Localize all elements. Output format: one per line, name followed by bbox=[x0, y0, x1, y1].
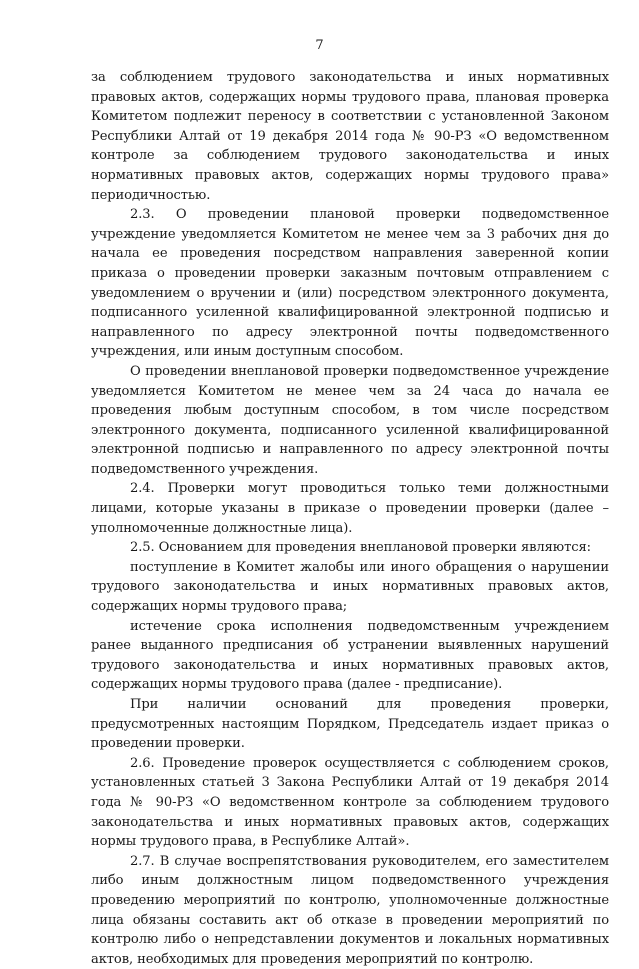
paragraph-continuation: за соблюдением трудового законодательства и иных нормативных правовых актов, содержащих нормы трудового права, плановая проверка Комитетом подлежит переносу в соответствии с установленной Законом Республики Алтай от 19 декабря 2014 года № 90-РЗ «О ведомственном контроле за соблюдением трудового законодательства и иных нормативных правовых актов, содержащих нормы трудового права» периодичностью. bbox=[91, 70, 609, 203]
paragraph-deadline-basis: истечение срока исполнения подведомственным учреждением ранее выданного предписания об устранении выявленных нарушений трудового законодательства и иных нормативных правовых актов, содержащих нормы трудового права (далее - предписание). bbox=[91, 618, 609, 693]
document-body bbox=[91, 68, 609, 969]
paragraph-2-6: 2.6. Проведение проверок осуществляется с соблюдением сроков, установленных статьей 3 Закона Республики Алтай от 19 декабря 2014 года № 90-РЗ «О ведомственном контроле за соблюдением трудового законодательства и иных нормативных правовых актов, содержащих нормы трудового права, в Республике Алтай». bbox=[91, 755, 609, 850]
paragraph-unscheduled-notice: О проведении внеплановой проверки подведомственное учреждение уведомляется Комитетом не менее чем за 24 часа до начала ее проведения любым доступным способом, в том числе посредством электронного документа, подписанного усиленной квалифицированной электронной подписью и направленного по адресу электронной почты подведомственного учреждения. bbox=[91, 363, 609, 477]
paragraph-2-7: 2.7. В случае воспрепятствования руководителем, его заместителем либо иным должностным лицом подведомственного учреждения проведению мероприятий по контролю, уполномоченные должностные лица обязаны составить акт об отказе в проведении мероприятий по контролю либо о непредставлении документов и локальных нормативных актов, необходимых для проведения мероприятий по контролю. bbox=[91, 853, 609, 967]
paragraph-complaint-basis: поступление в Комитет жалобы или иного обращения о нарушении трудового законодательства и иных нормативных правовых актов, содержащих нормы трудового права; bbox=[91, 559, 609, 615]
paragraph-2-5: 2.5. Основанием для проведения внеплановой проверки являются: bbox=[130, 540, 591, 556]
paragraph-2-3: 2.3. О проведении плановой проверки подведомственное учреждение уведомляется Комитетом не менее чем за 3 рабочих дня до начала ее проведения посредством направления заверенной копии приказа о проведении проверки заказным почтовым отправлением с уведомлением о вручении и (или) посредством электронного документа, подписанного усиленной квалифицированной электронной подписью и направленного по адресу электронной почты подведомственного учреждения, или иным доступным способом. bbox=[91, 207, 609, 360]
paragraph-order-issuance: При наличии оснований для проведения проверки, предусмотренных настоящим Порядком, Председатель издает приказ о проведении проверки. bbox=[91, 697, 609, 752]
page-number: 7 bbox=[315, 38, 324, 53]
paragraph-2-4: 2.4. Проверки могут проводиться только теми должностными лицами, которые указаны в приказе о проведении проверки (далее – уполномоченные должностные лица). bbox=[91, 481, 609, 536]
